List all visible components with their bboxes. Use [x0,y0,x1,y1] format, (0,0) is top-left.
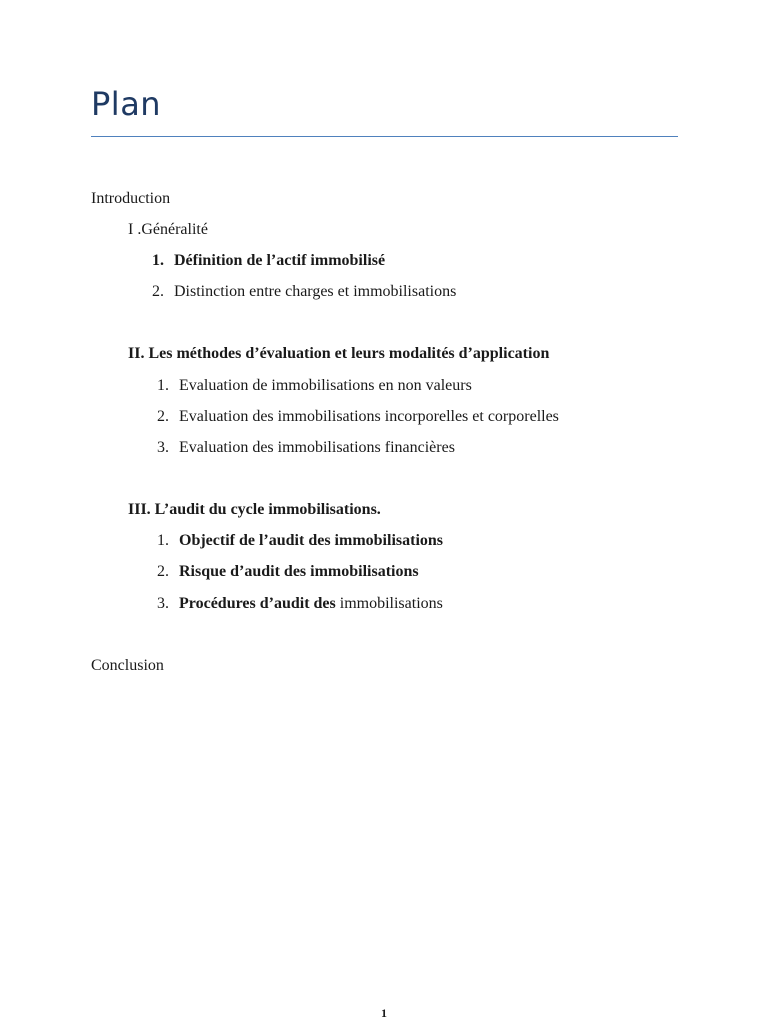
section-2-item-2 [157,407,559,427]
item-text: Evaluation des immobilisations financières [179,439,455,456]
item-number: 3. [157,439,169,456]
item-number: 2. [152,283,164,300]
page-number: 1 [381,1006,387,1020]
item-number: 2. [157,408,169,425]
item-text: Risque d’audit des immobilisations [179,563,419,580]
section-3-item-2 [157,562,419,582]
item-number: 1. [152,252,164,269]
item-text: Evaluation des immobilisations incorporelles et corporelles [179,408,559,425]
item-text: Distinction entre charges et immobilisations [174,283,457,300]
section-2-heading: II. Les méthodes d’évaluation et leurs modalités d’application [128,345,550,362]
section-3-item-1 [157,531,443,551]
item-text-bold: Procédures d’audit des [179,595,336,612]
introduction: Introduction [91,190,171,207]
item-number: 1. [157,532,169,549]
page-title: Plan [91,85,162,123]
item-number: 1. [157,377,169,394]
item-text: Définition de l’actif immobilisé [174,252,386,269]
item-number: 2. [157,563,169,580]
item-text: Evaluation de immobilisations en non valeurs [179,377,472,394]
conclusion: Conclusion [91,657,164,674]
item-text: Objectif de l’audit des immobilisations [179,532,444,549]
section-3-heading: III. L’audit du cycle immobilisations. [128,501,381,518]
item-number: 3. [157,595,169,612]
section-2-item-3 [157,438,455,458]
section-2-item-1 [157,376,472,396]
section-3-item-3 [157,594,443,614]
title-rule [91,136,678,137]
item-text-normal: immobilisations [339,595,443,612]
section-1-item-1 [152,251,385,271]
section-1-heading: I .Généralité [128,221,208,238]
section-1-item-2 [152,282,456,302]
